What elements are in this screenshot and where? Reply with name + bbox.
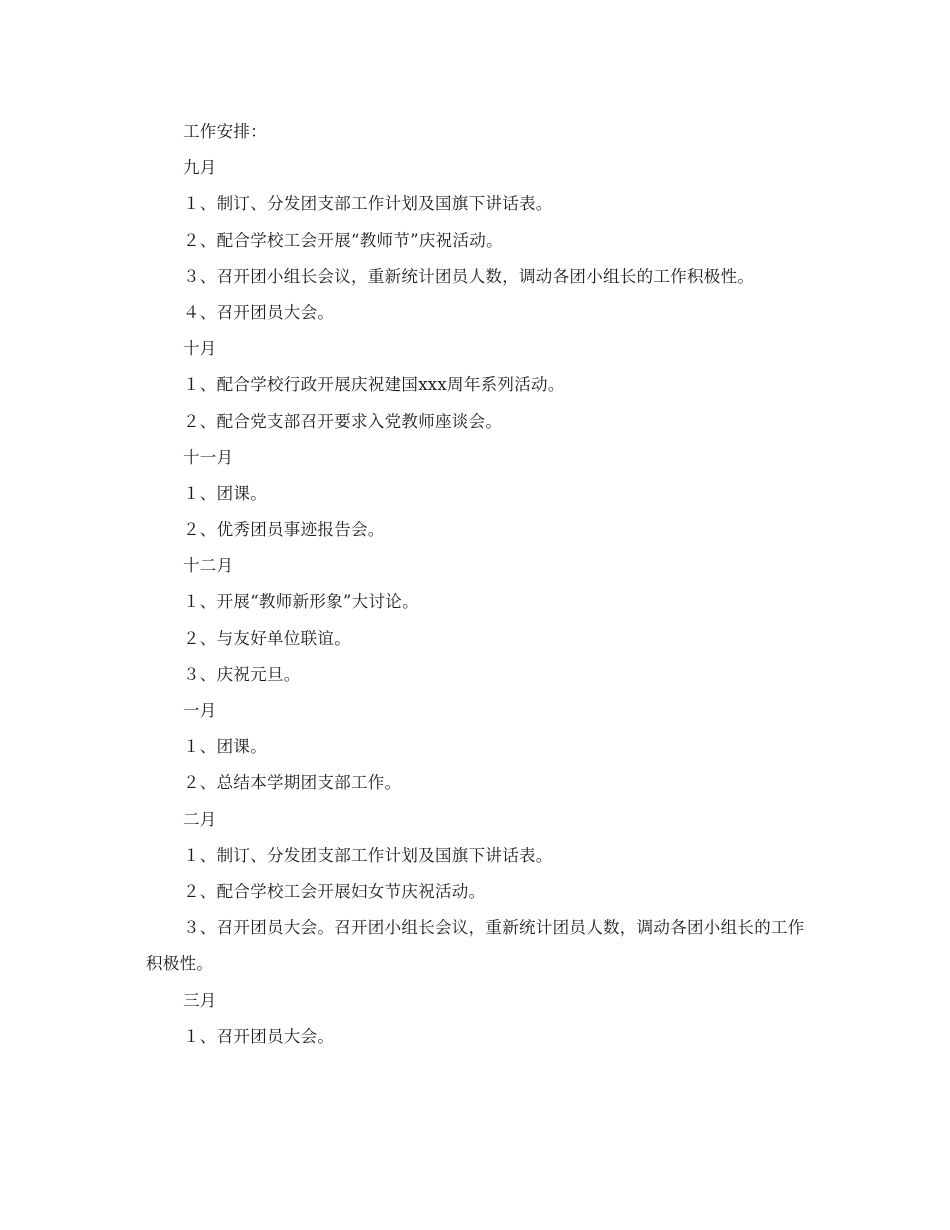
list-item: ３、庆祝元旦。: [183, 664, 301, 684]
list-item: ２、配合党支部召开要求入党教师座谈会。: [183, 411, 503, 431]
list-item: １、团课。: [183, 483, 267, 503]
list-item: １、开展“教师新形象”大讨论。: [183, 592, 419, 612]
list-item: ２、总结本学期团支部工作。: [183, 773, 402, 793]
document-body: [146, 114, 806, 1055]
list-item: ４、召开团员大会。: [183, 302, 335, 322]
list-item: ３、召开团员大会。召开团小组长会议，重新统计团员人数，调动各团小组长的工作积极性。: [146, 918, 805, 974]
list-item: ２、优秀团员事迹报告会。: [183, 520, 385, 540]
list-item: ２、配合学校工会开展“教师节”庆祝活动。: [183, 230, 503, 250]
list-item: １、配合学校行政开展庆祝建国xxx周年系列活动。: [183, 375, 565, 395]
month-heading: 十二月: [183, 556, 234, 576]
heading: 工作安排：: [183, 122, 267, 141]
list-item: １、制订、分发团支部工作计划及国旗下讲话表。: [183, 194, 553, 214]
month-heading: 一月: [183, 701, 217, 721]
list-item: ３、召开团小组长会议，重新统计团员人数，调动各团小组长的工作积极性。: [183, 266, 755, 286]
list-item: ２、配合学校工会开展妇女节庆祝活动。: [183, 881, 486, 901]
month-heading: 二月: [183, 809, 217, 829]
list-item: １、制订、分发团支部工作计划及国旗下讲话表。: [183, 845, 553, 865]
month-heading: 十月: [183, 339, 217, 359]
list-item: ２、与友好单位联谊。: [183, 628, 351, 648]
list-item: １、团课。: [183, 737, 267, 757]
month-heading: 十一月: [183, 447, 234, 467]
list-item: １、召开团员大会。: [183, 1026, 335, 1046]
month-heading: 三月: [183, 990, 217, 1010]
month-heading: 九月: [183, 158, 217, 178]
